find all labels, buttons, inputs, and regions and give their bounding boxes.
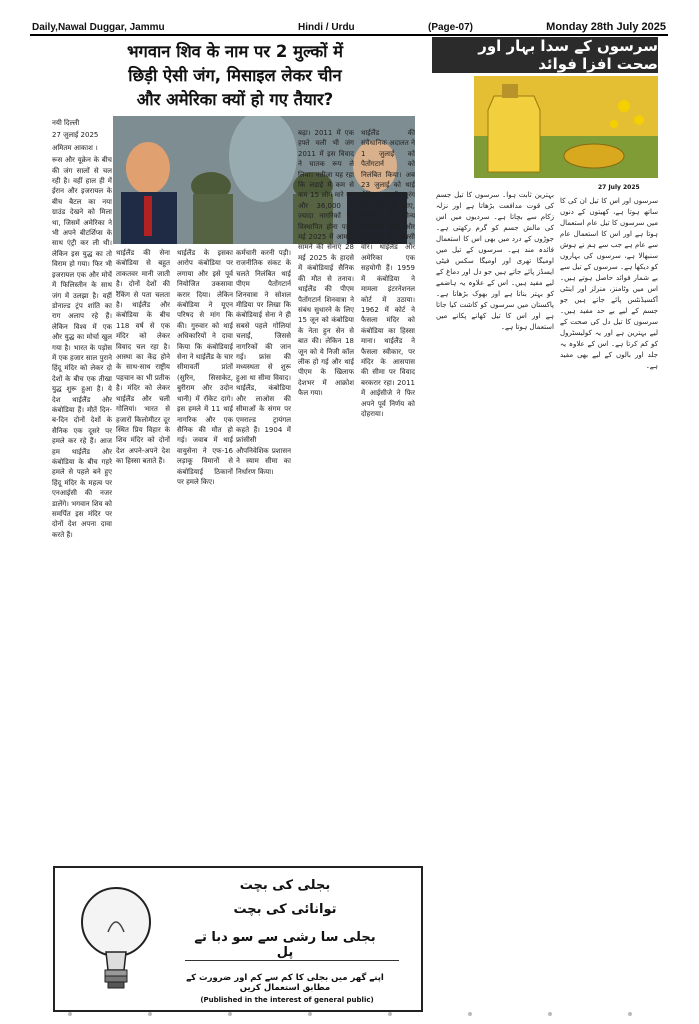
paper-name: Daily,Nawal Duggar, Jammu <box>32 22 165 33</box>
ad-line-2: توانائی کی بچت <box>233 902 337 917</box>
page-number: (Page-07) <box>428 22 474 33</box>
article-column-1 <box>52 118 112 858</box>
registration-dot <box>148 1012 152 1016</box>
registration-dot <box>628 1012 632 1016</box>
column-text: थाईलैंड के इसका आरोप कंबोडिया पर लगाया और इसे पूर्व नियोजित उकसावा करार दिया। लेकिन कंबोडिया ने यूएन परिषद से मांग कि की। गुरुवार को थाई अधिकारियों ने दावा किया कि कंबोडियाई सेना ने थाईलैंड के चार सीमावर्ती प्रांतों (सुरिन, सिसाकेट, बुरीराम और उदोन थानी) में रॉकेट दागे। इस हमले में 11 थाई नागरिक और एक सैनिक की मौत हो गई। जवाब में थाई वायुसेना ने एफ-16 लड़ाकू विमानों से कंबोडियाई ठिकानों पर हमले किए। <box>177 249 233 486</box>
article-headline <box>50 40 420 112</box>
light-bulb-icon <box>61 872 171 1010</box>
urdu-column-text: سرسوں اور اس کا تیل ان کی کا ساتھ ہوتا ہے، کھیتوں کے دنوں میں سرسوں کا تیل عام استعمال ہوتا ہے اور اس کا استعمال عام سے عام ہے جب سے ہم نے ہوش سنبھالا ہے، سرسوں کی بہاروں کو دیکھا ہے۔ سرسوں کے تیل سے بے شمار فوائد حاصل ہوتے ہیں۔ اس میں وٹامنز، منرلز اور اینٹی آکسیڈنٹس پائے جاتے ہیں جو جسم کے لیے بے حد مفید ہیں۔ سرسوں کا تیل دل کی صحت کے لیے بہترین ہے اور یہ کولیسٹرول کو کم کرتا ہے۔ اس کے علاوہ یہ جلد اور بالوں کے لیے بھی مفید ہے۔ <box>560 197 658 370</box>
dateline-date: 27 जुलाई 2025 <box>52 131 99 140</box>
dateline-city: नयी दिल्ली <box>52 119 80 127</box>
mustard-oil-illustration <box>474 76 658 178</box>
headline-line-3: और अमेरिका क्यों हो गए तैयार? <box>136 90 334 109</box>
ad-divider <box>185 960 399 961</box>
column-text: कर्मचारी करनी पड़ी। राजनीतिक संकट के चलते निलंबित थाई पीएम पैतोंगटार्न शिनवात्रा ने सोशल मीडिया पर लिखा कि कंबोडियाई सेना ने ही सबसे पहले गोलियां चलाईं, जिससे नागरिकों की जान गई। फ्रांस की मध्यस्थता से शुरू हुआ था सीमा विवाद। थाईलैंड, कंबोडिया और लाओस की सीमाओं के संगम पर एमराल्ड ट्रायंगल कहते हैं। 1904 में फ्रांसीसी औपनिवेशिक प्रशासन ने स्याम सीमा का निर्धारण किया। <box>236 249 291 476</box>
article-column-6 <box>361 128 415 858</box>
registration-dot <box>308 1012 312 1016</box>
urdu-article-title: سرسوں کے سدا بہار اور صحت افزا فوائد <box>432 37 658 73</box>
public-interest-ad <box>53 866 423 1012</box>
registration-dot <box>228 1012 232 1016</box>
ad-line-1: بجلی کی بچت <box>239 878 331 893</box>
oil-bottle-photo <box>474 76 658 178</box>
urdu-column-left <box>436 190 554 996</box>
ad-line-4: اپنے گھر میں بجلی کا کم سے کم اور ضرورت کے مطابق استعمال کریں <box>186 973 384 993</box>
headline-line-2: छिड़ी ऐसी जंग, मिसाइल लेकर चीन <box>128 66 342 85</box>
byline-agency: अमितम आकाश । <box>52 143 98 152</box>
urdu-column-text: بہترین ثابت ہوا۔ سرسوں کا تیل جسم کی قوت مدافعت بڑھاتا ہے اور نزلہ زکام سے بچاتا ہے۔ سردیوں میں اس کی مالش جسم کو گرم رکھتی ہے۔ جوڑوں کے درد میں بھی اس کا استعمال فائدہ مند ہے۔ سرسوں کے تیل میں اومیگا تھری اور اومیگا سکس فیٹی ایسڈز پائے جاتے ہیں جو دل اور دماغ کے لیے مفید ہیں۔ اس کے علاوہ یہ ہاضمے کو بہتر بناتا ہے اور بھوک بڑھاتا ہے۔ پاکستان میں سرسوں کو کاشت کیا جاتا ہے اور اس کا تیل کھانے پکانے میں استعمال ہوتا ہے۔ <box>436 191 554 331</box>
urdu-column-right <box>560 196 658 996</box>
registration-dot <box>388 1012 392 1016</box>
article-column-2 <box>116 248 170 858</box>
column-text: थाईलैंड की संवैधानिक अदालत ने 1 जुलाई को पैतोंगटार्न को निलंबित किया। अब 23 जुलाई को थाई सैनिक बारूदी सुरंग की चपेट में आए, जवाब में सैन्य कार्रवाई। चीन और अमेरिका का प्रॉक्सी वॉर। थाईलैंड और अमेरिका एक सहयोगी हैं। 1959 में कंबोडिया ने मामला इंटरनेशनल कोर्ट में उठाया। 1962 में कोर्ट ने फैसला मंदिर को कंबोडिया का हिस्सा माना। थाईलैंड ने फैसला स्वीकार, पर मंदिर के आसपास की सीमा पर विवाद बरकरार रहा। 2011 में आईसीजे ने फिर अपने पूर्व निर्णय को दोहराया। <box>361 129 415 418</box>
column-text: बढ़ा। 2011 में एक हफ्ते चली भी जंग 2011 में इस विवाद ने घातक रूप ले लिया। नतीजा यह रहा कि लड़ाई में कम से कम 15 लोग मारे गए और 36,000 से ज्यादा नागरिकों को विस्थापित होना पड़ा। मई 2025 में आमने-सामने की सेनाएं 28 मई 2025 के हादसे में कंबोडियाई सैनिक की मौत से तनाव। थाईलैंड की पीएम पैतोंगटार्न शिनवात्रा ने संबंध सुधारने के लिए 15 जून को कंबोडिया के नेता हुन सेन से बात की। लेकिन 18 जून को ये निजी कॉल लीक हो गई और थाई पीएम के खिलाफ देशभर में आक्रोश फैल गया। <box>298 129 354 398</box>
registration-dot <box>548 1012 552 1016</box>
article-column-4 <box>236 248 291 858</box>
registration-dot <box>468 1012 472 1016</box>
column-text: थाईलैंड की सेना कंबोडिया से बहुत ताकतवर मानी जाती है। दोनों देशों की रैंकिंग से पता चलता है। थाईलैंड और कंबोडिया के बीच 118 वर्ष से एक मंदिर को लेकर विवाद चल रहा है। आस्था का केंद्र होने के साथ-साथ राष्ट्रीय पहचान का भी प्रतीक है। मंदिर को लेकर थाईलैंड और चली गोलियां। भारत से हजारों किलोमीटर दूर स्थित प्रिय विहार के शिव मंदिर को दोनों देश अपने-अपने देश का हिस्सा बताते हैं। <box>116 249 170 466</box>
print-registration-marks <box>30 1012 670 1016</box>
column-text: रूस और यूक्रेन के बीच की जंग सालों से चल रही है। वहीं हाल ही में ईरान और इजरायल के बीच बैटल का नया ग्राउंड देखने को मिला था, जिसमें अमेरिका ने भी अपने बीटर्शिप्स के साथ एंट्री कर ली थी। लेकिन इस युद्ध का तो विराम हो गया। फिर भी इजरायल एक और मोर्चे में फिलिस्तीन के साथ जंग में उलझा है। वहीं डोनाल्ड ट्रंप शांति का राग अलाप रहे हैं। लेकिन विश्व में एक और युद्ध का मोर्चा खुल गया है। भारत के पड़ोस में एक हजार साल पुराने हिंदू मंदिर को लेकर दो देशों के बीच एक तीखा युद्ध शुरू हुआ है। ये देश थाईलैंड और कंबोडिया हैं। मौतें दिन-ब-दिन दोनों देशों के सैनिक एक दूसरे पर हमले कर रहे हैं। आज हम थाईलैंड और कंबोडिया के बीच गहरे हमले से पहले बने हुए हिंदू मंदिर के महत्व पर एनआईसी की नजर डालेंगे। भगवान शिव को समर्पित इस मंदिर पर दोनों देश अपना दावा करते हैं। <box>52 156 112 539</box>
edition-language: Hindi / Urdu <box>298 22 355 33</box>
ad-line-3: بجلی سا رشی سے سو دبا تے پل <box>194 930 376 960</box>
article-column-3 <box>177 248 233 858</box>
ad-line-5: (Published in the interest of general public) <box>200 996 374 1004</box>
masthead-bar <box>30 20 668 36</box>
headline-line-1: भगवान शिव के नाम पर 2 मुल्कों में <box>126 42 344 61</box>
urdu-article-date: 27 July 2025 <box>598 184 640 191</box>
issue-date: Monday 28th July 2025 <box>546 21 666 33</box>
registration-dot <box>68 1012 72 1016</box>
article-column-5 <box>298 128 354 858</box>
